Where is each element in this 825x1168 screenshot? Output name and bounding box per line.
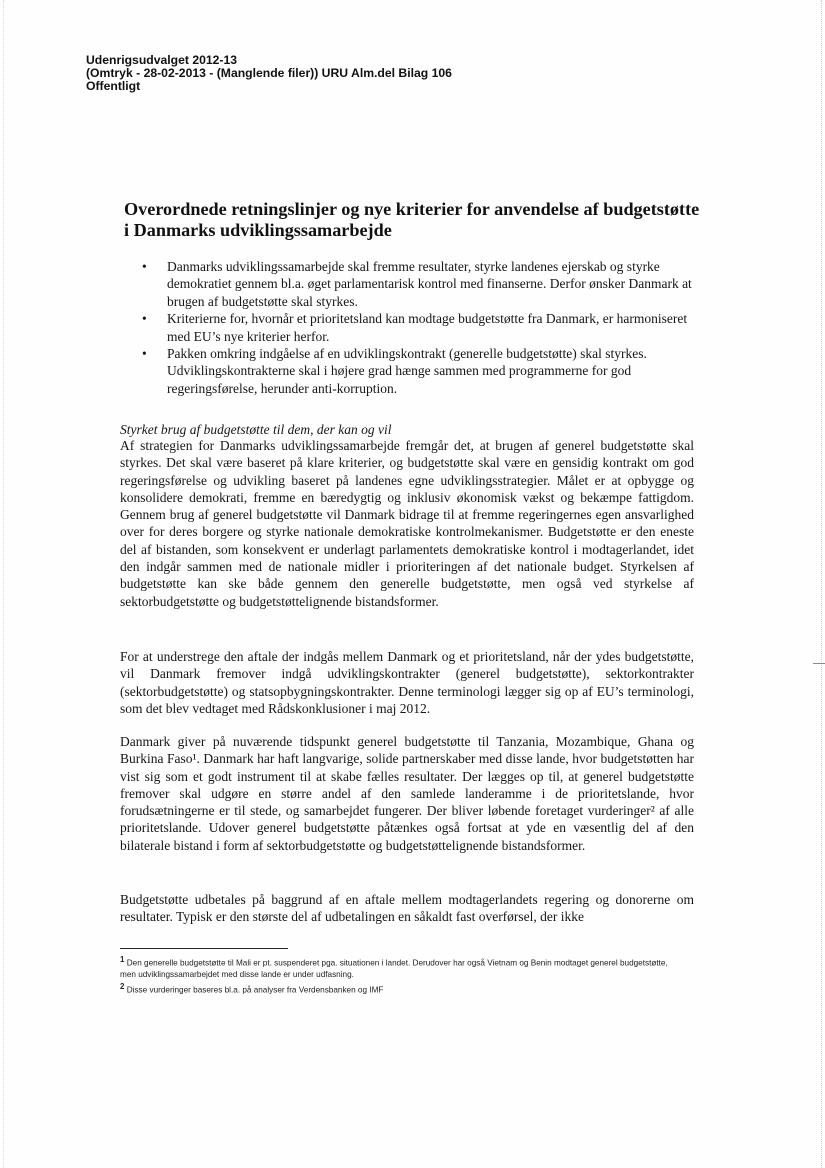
summary-bullet: • Kriterierne for, hvornår et prioritetsland kan modtage budgetstøtte fra Danmark, er harmoniseret med EU’s nye kriterier herfor. [124, 310, 704, 345]
body-paragraph: Af strategien for Danmarks udviklingssamarbejde fremgår det, at brugen af generel budgetstøtte skal styrkes. Det skal være baseret på klare kriterier, og budgetstøtte skal være en gensidig kontrakt om god regeringsførelse og udvikling baseret på landenes egne udviklingsstrategier. Målet er at opbygge og konsolidere demokrati, fremme en bæredygtig og inklusiv økonomisk vækst og bekæmpe fattigdom. Gennem brug af generel budgetstøtte vil Danmark bidrage til at fremme regeringernes egen ansvarlighed over for deres borgere og styrke nationale demokratiske kontrolmekanismer. Budgetstøtte er den eneste del af bistanden, som konsekvent er underlagt parlamentets demokratiske kontrol i modtagerlandet, idet den indgår sammen med de nationale midler i prioriteringen af det nationale budget. Styrkelsen af budgetstøtte kan ske både gennem den generelle budgetstøtte, men også ved styrkelse af sektorbudgetstøtte og budgetstøttelignende bistandsformer. [120, 438, 694, 609]
header-reference: (Omtryk - 28-02-2013 - (Manglende filer)) URU Alm.del Bilag 106 [86, 66, 452, 80]
summary-bullet-list [124, 258, 704, 397]
scan-edge-right [820, 0, 822, 1168]
section-subheading: Styrket brug af budgetstøtte til dem, der kan og vil [120, 422, 392, 437]
footnote-separator [120, 948, 288, 949]
footnote-2 [120, 981, 680, 996]
document-header-stamp [86, 54, 452, 93]
footnote-mark: 2 [120, 981, 125, 991]
document-title: Overordnede retningslinjer og nye kriterier for anvendelse af budgetstøtte i Danmarks udviklingssamarbejde [124, 199, 700, 240]
summary-bullet: • Danmarks udviklingssamarbejde skal fremme resultater, styrke landenes ejerskab og styrke demokratiet gennem bl.a. øget parlamentarisk kontrol med finanserne. Derfor ønsker Danmark at brugen af budgetstøtte skal styrkes. [124, 258, 704, 310]
body-paragraph: For at understrege den aftale der indgås mellem Danmark og et prioritetsland, når der ydes budgetstøtte, vil Danmark fremover indgå udviklingskontrakter (generel budgetstøtte), sektorkontrakter (sektorbudgetstøtte) og statsopbygningskontrakter. Denne terminologi lægger sig op af EU’s terminologi, som det blev vedtaget med Rådskonklusioner i maj 2012. [120, 649, 694, 716]
header-committee: Udenrigsudvalget 2012-13 [86, 53, 238, 67]
footnote-1 [120, 954, 680, 981]
body-paragraph: Danmark giver på nuværende tidspunkt generel budgetstøtte til Tanzania, Mozambique, Ghana og Burkina Faso¹. Danmark har haft langvarige, solide partnerskaber med disse lande, hvor budgetstøtten har vist sig som et godt instrument til at skabe fælles resultater. Der lægges op til, at generel budgetstøtte fremover skal udgøre en større andel af den samlede landeramme i de prioritetslande, hvor forudsætningerne er til stede, og samarbejdet fungerer. Der bliver løbende foretaget vurderinger² af alle prioritetslande. Udover generel budgetstøtte påtænkes også fortsat at yde en væsentlig del af den bilaterale bistand i form af sektorbudgetstøtte og budgetstøttelignende bistandsformer. [120, 734, 694, 853]
body-paragraph: Budgetstøtte udbetales på baggrund af en aftale mellem modtagerlandets regering og donorerne om resultater. Typisk er den største del af udbetalingen en såkaldt fast overførsel, der ikke [120, 892, 694, 925]
footnote-mark: 1 [120, 955, 125, 964]
footnote-text: Disse vurderinger baseres bl.a. på analyser fra Verdensbanken og IMF [126, 985, 384, 995]
scan-edge-left [3, 0, 5, 1168]
summary-bullet: • Pakken omkring indgåelse af en udviklingskontrakt (generelle budgetstøtte) skal styrkes. Udviklingskontrakterne skal i højere grad hænge sammen med programmerne for god regeringsførelse, herunder anti-korruption. [124, 345, 704, 397]
footnotes [120, 954, 680, 996]
footnote-text: Den generelle budgetstøtte til Mali er pt. suspenderet pga. situationen i landet. Derudover har også Vietnam og Benin modtaget generel budgetstøtte, men udviklingssamarbejdet med disse lande er under udfasning. [120, 958, 668, 980]
scan-margin-mark [813, 663, 825, 664]
header-status: Offentligt [86, 79, 141, 93]
